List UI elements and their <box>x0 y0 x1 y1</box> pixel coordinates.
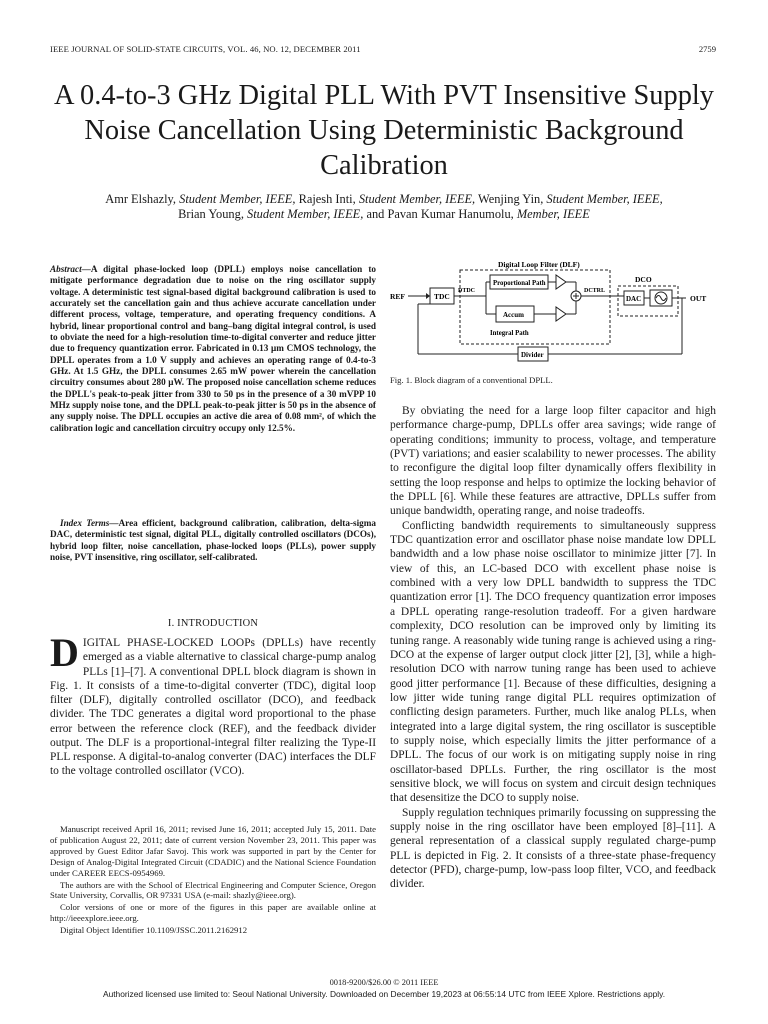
gain-triangle <box>556 275 566 289</box>
dpll-block-diagram <box>390 258 720 373</box>
footnotes <box>50 824 376 937</box>
abstract-label: Abstract— <box>50 264 91 274</box>
dtdc-label: DTDC <box>458 288 476 294</box>
tdc-label: TDC <box>434 292 450 301</box>
ref-label: REF <box>390 292 405 301</box>
dlf-label: Digital Loop Filter (DLF) <box>498 260 580 269</box>
author-name: Rajesh Inti, <box>298 192 356 206</box>
index-terms-text: Area efficient, background calibration, calibration, delta-sigma DAC, deterministic test signal, digital PLL, digitally controlled oscillators (DCOs), hybrid loop filter, noise cancellation, phase-locked loops (PLLs), power supply noise, PVT insensitive, ring oscillator, self-calibrated. <box>50 518 376 563</box>
figure-caption: Fig. 1. Block diagram of a conventional DPLL. <box>390 375 553 385</box>
abstract-text: A digital phase-locked loop (DPLL) employs noise cancellation to mitigate performance degradation due to noise on the ring oscillator supply voltage. A deterministic test signal-based digital background calibration is used to accurately set the cancellation gain and thus achieve accurate cancellation under different process, voltage, temperature, and operating frequency conditions. A hybrid, linear proportional control and bang–bang digital integral control, is used to obviate the need for a high-resolution time-to-digital converter and reduce jitter due to frequency quantization error. Fabricated in 0.13 μm CMOS technology, the DPLL operates from a 1.0 V supply and achieves an operating range of 0.4-to-3 GHz. At 1.5 GHz, the DPLL consumes 2.65 mW power wherein the cancellation circuitry consumes about 280 μW. The proposed noise cancellation scheme reduces the DPLL's peak-to-peak jitter from 330 to 50 ps in the presence of a 30 mVPP 10 MHz supply noise tone, and the DPLL peak-to-peak jitter is 50 ps in the absence of any supply noise. The DPLL occupies an active die area of 0.08 mm², of which the calibration logic and cancellation circuitry occupy only 12.5%. <box>50 264 376 433</box>
running-header: IEEE JOURNAL OF SOLID-STATE CIRCUITS, VOL. 46, NO. 12, DECEMBER 2011 <box>50 44 361 54</box>
paragraph: By obviating the need for a large loop filter capacitor and high performance charge-pump, DPLLs offer area savings; wide range of operating conditions; immunity to process, voltage, and temperature (PVT) variations; and easier scalability to newer processes. The ability to reconfigure the digital loop filter dynamically offers flexibility in setting the loop response and helps to optimize the locking behavior of the DPLL [6]. While these features are attractive, DPLLs suffer from unique bandwidth, operating range, and noise tradeoffs. <box>390 405 716 518</box>
dco-label: DCO <box>635 275 652 284</box>
drop-cap: D <box>50 630 79 675</box>
copyright-line: 0018-9200/$26.00 © 2011 IEEE <box>329 978 439 987</box>
author-list <box>30 192 738 222</box>
out-label: OUT <box>690 294 707 303</box>
author-name: Wenjing Yin, <box>478 192 544 206</box>
author-role: Student Member, IEEE, <box>247 207 364 222</box>
index-terms <box>50 518 376 563</box>
author-name: Brian Young, <box>178 207 244 222</box>
accum-label: Accum <box>503 311 524 319</box>
footnote: Color versions of one or more of the figures in this paper are available online at http://ieeexplore.ieee.org. <box>50 902 376 924</box>
intro-paragraph <box>50 630 376 779</box>
author-role: Student Member, IEEE, <box>179 192 296 206</box>
footnote: The authors are with the School of Electrical Engineering and Computer Science, Oregon State University, Corvallis, OR 97331 USA (e-mail: shazly@ieee.org). <box>50 879 376 901</box>
divider-label: Divider <box>521 351 544 359</box>
proportional-label: Proportional Path <box>493 280 546 287</box>
paragraph: Supply regulation techniques primarily focussing on suppressing the supply noise in the ring oscillator have been employed [8]–[11]. A general representation of a classical supply regulated charge-pump PLL is depicted in Fig. 2. It consists of a three-state phase-frequency detector (PFD), charge-pump, low-pass loop filter, VCO, and feedback divider. <box>390 806 716 891</box>
dac-label: DAC <box>626 295 642 303</box>
author-role: Member, IEEE <box>516 207 590 222</box>
dctrl-label: DCTRL <box>584 288 606 294</box>
intro-text: IGITAL PHASE-LOCKED LOOPs (DPLLs) have recently emerged as a viable alternative to classical charge-pump analog PLLs [1]–[7]. A conventional DPLL block diagram is shown in Fig. 1. It consists of a time-to-digital converter (TDC), digital loop filter (DLF), digitally controlled oscillator (DCO), and feedback divider. The TDC generates a digital word proportional to the phase error between the reference clock (REF), and the feedback divider output. The DLF is a proportional-integral filter realizing the Type-II PLL response. A digital-to-analog converter (DAC) interfaces the DLF to the voltage controlled oscillator (VCO). <box>50 637 376 778</box>
page-number: 2759 <box>698 44 716 54</box>
license-notice: Authorized licensed use limited to: Seoul National University. Downloaded on December 19,2023 at 06:55:14 UTC from IEEE Xplore. Restrictions apply. <box>102 989 666 999</box>
integral-gain-triangle <box>556 307 566 321</box>
author-name: and Pavan Kumar Hanumolu, <box>366 207 514 222</box>
author-role: Student Member, IEEE, <box>358 192 476 206</box>
author-name: Amr Elshazly, <box>105 192 177 206</box>
index-terms-label: Index Terms— <box>60 518 119 528</box>
footnote: Manuscript received April 16, 2011; revised June 16, 2011; accepted July 15, 2011. Date of publication August 22, 2011; date of current version November 23, 2011. This paper was approved by Guest Editor Jafar Savoj. This work was supported in part by the Center for Design of Analog-Digital Integrated Circuit (CDADIC) and the National Science Foundation under CAREER EECS-0954969. <box>50 824 376 878</box>
right-column <box>390 404 716 892</box>
abstract <box>50 264 376 434</box>
footnote: Digital Object Identifier 10.1109/JSSC.2011.2162912 <box>60 925 248 936</box>
paragraph: Conflicting bandwidth requirements to simultaneously suppress TDC quantization error and oscillator phase noise mandate low DPLL bandwidth and a low phase noise oscillator to minimize jitter [7]. In view of this, an LC-based DCO with excellent phase noise is combined with a very low DPLL bandwidth to suppress the TDC quantization error [1]. The DCO frequency quantization error imposes a DPLL operating range-resolution tradeoff. For a given hardware complexity, DCO resolution can be improved only by limiting its tuning range. A reasonably wide tuning range is achieved using a ring-DCO at the expense of larger output clock jitter [2], [3], while a high-resolution DCO with narrow tuning range has been used to achieve good jitter performance [1]. Because of these difficulties, designing a low jitter wide tuning range digital PLL requires optimization of conflicting design parameters. Further, much like analog PLLs, when integrated into a large digital system, the ring oscillator is susceptible to supply noise, which especially limits the jitter performance of a DPLL. The focus of our work is on mitigating supply noise in ring oscillator-based DPLLs. Further, the ring oscillator is the most sensitive block, we will focus on system and circuit design techniques that desensitize the DCO to supply noise. <box>390 519 716 805</box>
integral-label: Integral Path <box>490 330 529 337</box>
author-role: Student Member, IEEE, <box>546 192 663 206</box>
paper-title: A 0.4-to-3 GHz Digital PLL With PVT Insensitive Supply Noise Cancellation Using Deterministic Background Calibration <box>54 80 714 181</box>
section-heading: I. INTRODUCTION <box>167 618 259 629</box>
